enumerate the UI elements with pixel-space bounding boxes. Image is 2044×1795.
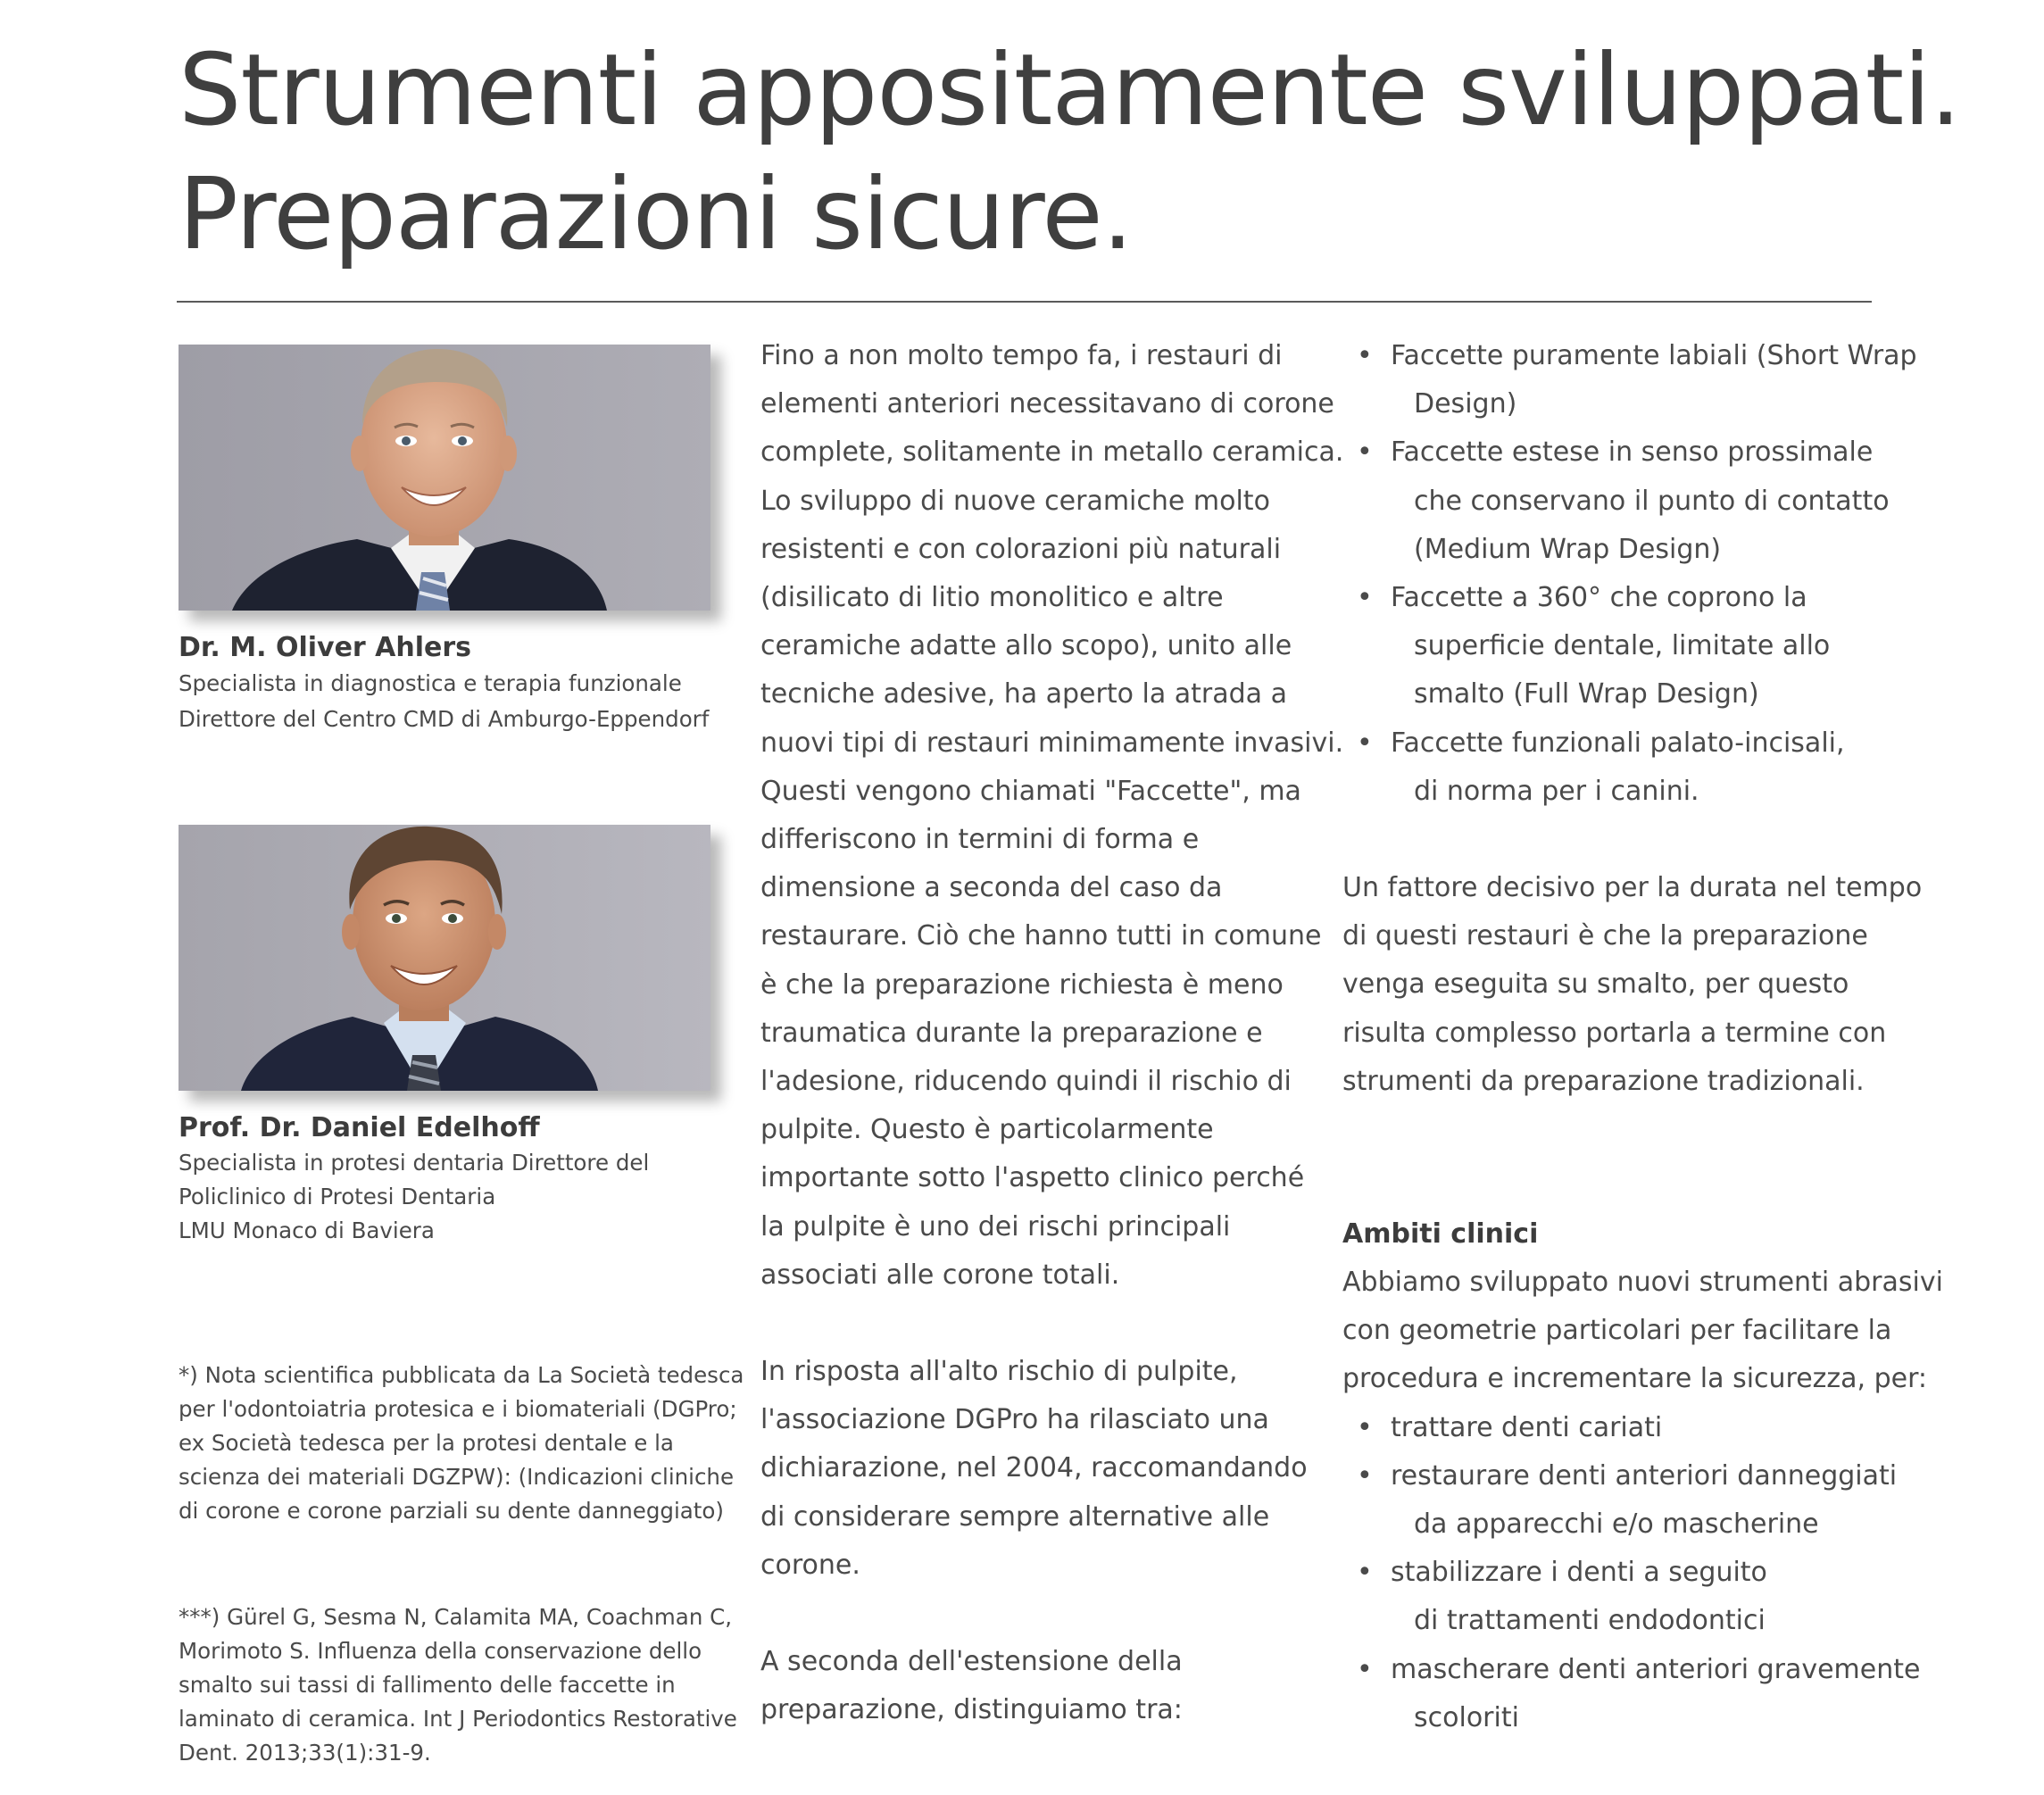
body-line: è che la preparazione richiesta è meno xyxy=(760,968,1284,1001)
author-name-ahlers: Dr. M. Oliver Ahlers xyxy=(179,632,472,663)
list-item-text: trattare denti cariati xyxy=(1391,1411,1663,1443)
list-item xyxy=(1342,332,1917,428)
body-line: l'adesione, riducendo quindi il rischio di xyxy=(760,1066,1292,1098)
title-divider xyxy=(177,301,1872,303)
body-line: con geometrie particolari per facilitare la xyxy=(1342,1315,1892,1347)
author-block-ahlers xyxy=(179,345,716,737)
body-line: nuovi tipi di restauri minimamente invasivi. xyxy=(760,727,1344,759)
page-title-line-2: Preparazioni sicure. xyxy=(179,157,1133,272)
body-line: importante sotto l'aspetto clinico perché xyxy=(760,1162,1305,1194)
list-item-text: Faccette puramente labiali (Short Wrap xyxy=(1391,340,1917,371)
list-item xyxy=(1342,1549,1878,1645)
footnote-gurel xyxy=(179,1600,737,1770)
body-line: ceramiche adatte allo scopo), unito alle xyxy=(760,630,1292,662)
section-heading-clinical: Ambiti clinici xyxy=(1342,1218,1539,1251)
author-block-edelhoff xyxy=(179,825,716,1248)
body-paragraph-preparation xyxy=(760,1638,1305,1734)
bullet-icon: • xyxy=(1357,1557,1373,1589)
page-title xyxy=(179,29,1961,277)
bullet-icon: • xyxy=(1357,727,1373,759)
bullet-icon: • xyxy=(1357,436,1373,469)
body-line: A seconda dell'estensione della xyxy=(760,1646,1183,1678)
list-item-text: scoloriti xyxy=(1414,1701,1519,1733)
body-line: venga eseguita su smalto, per questo xyxy=(1342,968,1849,1001)
footnote-line: smalto sui tassi di fallimento delle faccette in xyxy=(179,1672,676,1698)
body-line: Un fattore decisivo per la durata nel tempo xyxy=(1342,872,1923,904)
page-title-line-1: Strumenti appositamente sviluppati. xyxy=(179,33,1961,148)
author-role-line: Specialista in diagnostica e terapia funzionale xyxy=(179,670,682,696)
body-line: Abbiamo sviluppato nuovi strumenti abrasivi xyxy=(1342,1267,1943,1299)
body-paragraph-clinical-intro xyxy=(1342,1259,1943,1404)
list-item xyxy=(1342,574,1878,719)
body-line: associati alle corone totali. xyxy=(760,1259,1120,1291)
list-item-text: stabilizzare i denti a seguito xyxy=(1391,1557,1767,1589)
section-spacer xyxy=(1342,1106,1878,1210)
middle-column xyxy=(760,332,1344,1734)
body-line: corone. xyxy=(760,1549,860,1581)
body-line: In risposta all'alto rischio di pulpite, xyxy=(760,1356,1238,1388)
list-item-text: superficie dentale, limitate allo xyxy=(1414,630,1831,662)
body-line: Lo sviluppo di nuove ceramiche molto xyxy=(760,485,1270,517)
author-role-line: Specialista in protesi dentaria Direttore del xyxy=(179,1150,650,1176)
body-line: preparazione, distinguiamo tra: xyxy=(760,1694,1183,1726)
body-line: complete, solitamente in metallo ceramica. xyxy=(760,436,1344,469)
author-photo-edelhoff xyxy=(179,825,710,1091)
list-item xyxy=(1342,1452,1898,1549)
author-portrait-ahlers-image xyxy=(179,345,710,611)
author-portrait-edelhoff-image xyxy=(179,825,710,1091)
body-line: resistenti e con colorazioni più naturali xyxy=(760,533,1282,565)
body-line: di questi restauri è che la preparazione xyxy=(1342,920,1868,952)
list-item-text: (Medium Wrap Design) xyxy=(1414,533,1722,565)
list-item-text: smalto (Full Wrap Design) xyxy=(1414,678,1759,711)
footnote-line: Morimoto S. Influenza della conservazione dello xyxy=(179,1638,702,1664)
footnote-dgpro xyxy=(179,1359,744,1528)
list-item-text: che conservano il punto di contatto xyxy=(1414,485,1890,517)
footnote-line: ex Società tedesca per la protesi dentale e la xyxy=(179,1430,674,1456)
bullet-icon: • xyxy=(1357,340,1373,371)
paragraph-spacer xyxy=(1342,816,1878,864)
body-line: Questi vengono chiamati "Faccette", ma xyxy=(760,775,1301,807)
list-item-text: restaurare denti anteriori danneggiati xyxy=(1391,1459,1898,1492)
bullet-icon: • xyxy=(1357,1653,1373,1685)
body-line: risulta complesso portarla a termine con xyxy=(1342,1017,1887,1049)
author-role-line: Direttore del Centro CMD di Amburgo-Eppendorf xyxy=(179,706,710,732)
body-line: differiscono in termini di forma e xyxy=(760,824,1200,856)
footnote-line: laminato di ceramica. Int J Periodontics Restorative xyxy=(179,1706,737,1732)
bullet-icon: • xyxy=(1357,582,1373,614)
footnote-line: scienza dei materiali DGZPW): (Indicazioni cliniche xyxy=(179,1464,735,1490)
bullet-icon: • xyxy=(1357,1411,1373,1443)
body-line: pulpite. Questo è particolarmente xyxy=(760,1114,1214,1146)
list-item xyxy=(1342,1646,1921,1742)
body-line: l'associazione DGPro ha rilasciato una xyxy=(760,1404,1269,1436)
body-line: elementi anteriori necessitavano di corone xyxy=(760,388,1334,420)
list-item-text: mascherare denti anteriori gravemente xyxy=(1391,1653,1921,1685)
body-line: strumenti da preparazione tradizionali. xyxy=(1342,1065,1865,1097)
paragraph-spacer xyxy=(760,1590,1305,1638)
clinical-uses-list xyxy=(1342,1404,1921,1742)
list-item xyxy=(1342,428,1890,574)
body-paragraph-intro xyxy=(760,332,1344,1300)
footnote-line: *) Nota scientifica pubblicata da La Società tedesca xyxy=(179,1362,744,1388)
author-role-line: Policlinico di Protesi Dentaria xyxy=(179,1184,496,1209)
body-line: Fino a non molto tempo fa, i restauri di xyxy=(760,340,1283,371)
bullet-icon: • xyxy=(1357,1459,1373,1492)
body-line: la pulpite è uno dei rischi principali xyxy=(760,1210,1231,1242)
list-item-text: Faccette a 360° che coprono la xyxy=(1391,582,1807,614)
body-line: traumatica durante la preparazione e xyxy=(760,1017,1263,1049)
author-photo-ahlers xyxy=(179,345,710,611)
body-line: procedura e incrementare la sicurezza, per: xyxy=(1342,1363,1928,1395)
veneer-types-list xyxy=(1342,332,1917,816)
body-line: (disilicato di litio monolitico e altre xyxy=(760,582,1224,614)
footnote-line: ***) Gürel G, Sesma N, Calamita MA, Coachman C, xyxy=(179,1604,733,1630)
body-line: dimensione a seconda del caso da xyxy=(760,872,1223,904)
author-name-edelhoff: Prof. Dr. Daniel Edelhoff xyxy=(179,1112,540,1143)
body-line: restaurare. Ciò che hanno tutti in comune xyxy=(760,920,1322,952)
author-role-line: LMU Monaco di Baviera xyxy=(179,1217,435,1243)
body-line: di considerare sempre alternative alle xyxy=(760,1500,1270,1533)
list-item-text: di trattamenti endodontici xyxy=(1414,1605,1766,1637)
list-item-text: da apparecchi e/o mascherine xyxy=(1414,1508,1819,1541)
list-item xyxy=(1342,1404,1878,1452)
body-line: dichiarazione, nel 2004, raccomandando xyxy=(760,1452,1308,1484)
footnote-line: di corone e corone parziali su dente danneggiato) xyxy=(179,1498,724,1524)
list-item xyxy=(1342,719,1878,816)
paragraph-spacer xyxy=(760,1300,1305,1348)
list-item-text: di norma per i canini. xyxy=(1414,775,1699,807)
list-item-text: Design) xyxy=(1414,388,1517,420)
body-paragraph-durability xyxy=(1342,864,1923,1106)
list-item-text: Faccette estese in senso prossimale xyxy=(1391,436,1874,469)
footnote-line: Dent. 2013;33(1):31-9. xyxy=(179,1740,431,1766)
body-line: tecniche adesive, ha aperto la atrada a xyxy=(760,678,1287,711)
left-column xyxy=(179,345,716,1248)
body-paragraph-dgpro xyxy=(760,1348,1308,1590)
list-item-text: Faccette funzionali palato-incisali, xyxy=(1391,727,1845,759)
right-column xyxy=(1342,332,1943,1742)
footnote-line: per l'odontoiatria protesica e i biomateriali (DGPro; xyxy=(179,1396,737,1422)
